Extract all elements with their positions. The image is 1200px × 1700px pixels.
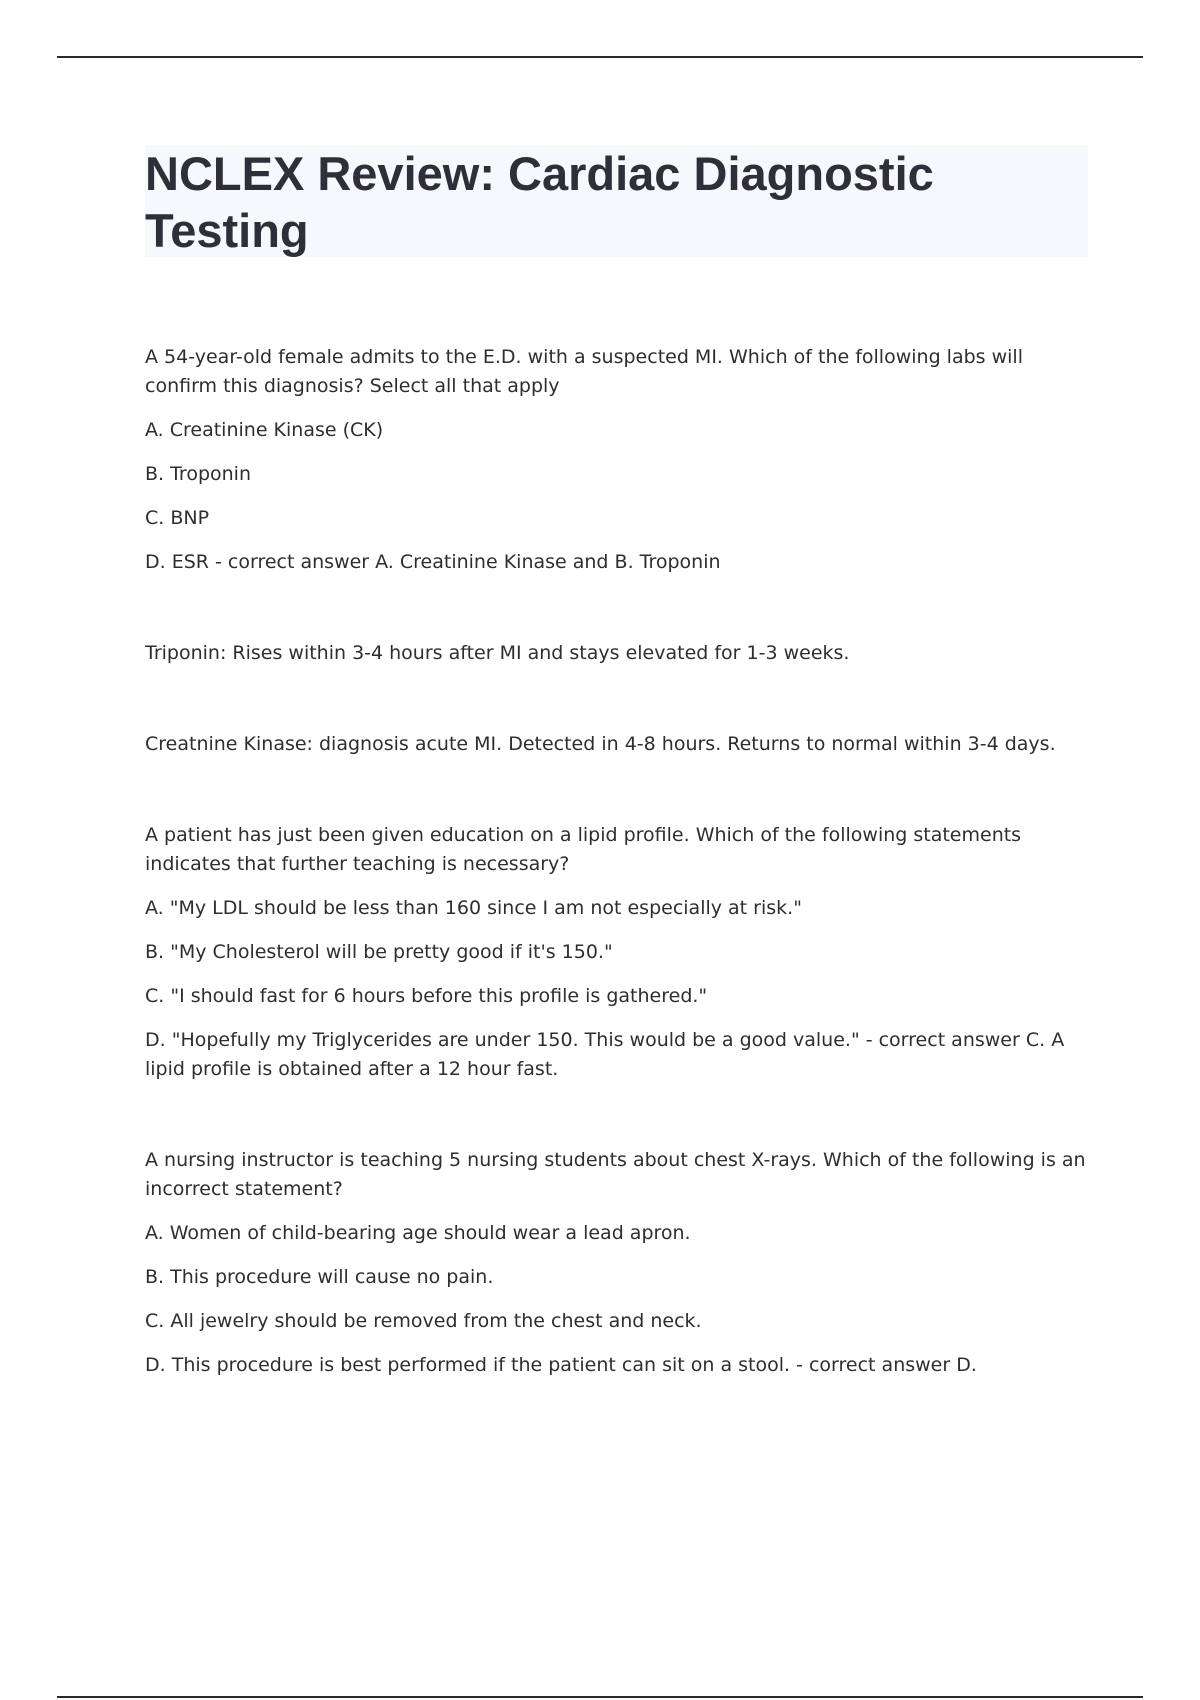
question-1-option-d: D. ESR - correct answer A. Creatinine Kinase and B. Troponin (145, 551, 721, 573)
question-3-option-c: C. All jewelry should be removed from the chest and neck. (145, 1310, 702, 1332)
question-3-option-d: D. This procedure is best performed if the patient can sit on a stool. - correct answer D. (145, 1354, 977, 1376)
creatinine-kinase-note: Creatnine Kinase: diagnosis acute MI. Detected in 4-8 hours. Returns to normal within 3-4 days. (145, 733, 1056, 755)
question-1-option-a: A. Creatinine Kinase (CK) (145, 419, 384, 441)
top-rule (57, 56, 1143, 58)
question-1-option-b: B. Troponin (145, 463, 251, 485)
question-2-option-d: D. "Hopefully my Triglycerides are under 150. This would be a good value." - correct answer C. A lipid profile is obtained after a 12 hour fast. (145, 1029, 1065, 1080)
question-2-option-b: B. "My Cholesterol will be pretty good if it's 150." (145, 941, 613, 963)
question-1-text: A 54-year-old female admits to the E.D. with a suspected MI. Which of the following labs will confirm this diagnosis? Select all that apply (145, 346, 1023, 397)
question-3-option-b: B. This procedure will cause no pain. (145, 1266, 494, 1288)
question-1-option-c: C. BNP (145, 507, 210, 529)
question-2-option-c: C. "I should fast for 6 hours before this profile is gathered." (145, 985, 708, 1007)
question-2-option-a: A. "My LDL should be less than 160 since I am not especially at risk." (145, 897, 802, 919)
title-block (145, 145, 1088, 257)
question-2-text: A patient has just been given education on a lipid profile. Which of the following statements indicates that further teaching is necessary? (145, 824, 1022, 875)
question-3-option-a: A. Women of child-bearing age should wear a lead apron. (145, 1222, 691, 1244)
page-title: NCLEX Review: Cardiac Diagnostic Testing (145, 147, 934, 257)
troponin-note: Triponin: Rises within 3-4 hours after MI and stays elevated for 1-3 weeks. (145, 642, 850, 664)
bottom-rule (57, 1696, 1143, 1698)
document-body (145, 343, 1095, 1380)
question-3-text: A nursing instructor is teaching 5 nursing students about chest X-rays. Which of the following is an incorrect statement? (145, 1149, 1086, 1200)
